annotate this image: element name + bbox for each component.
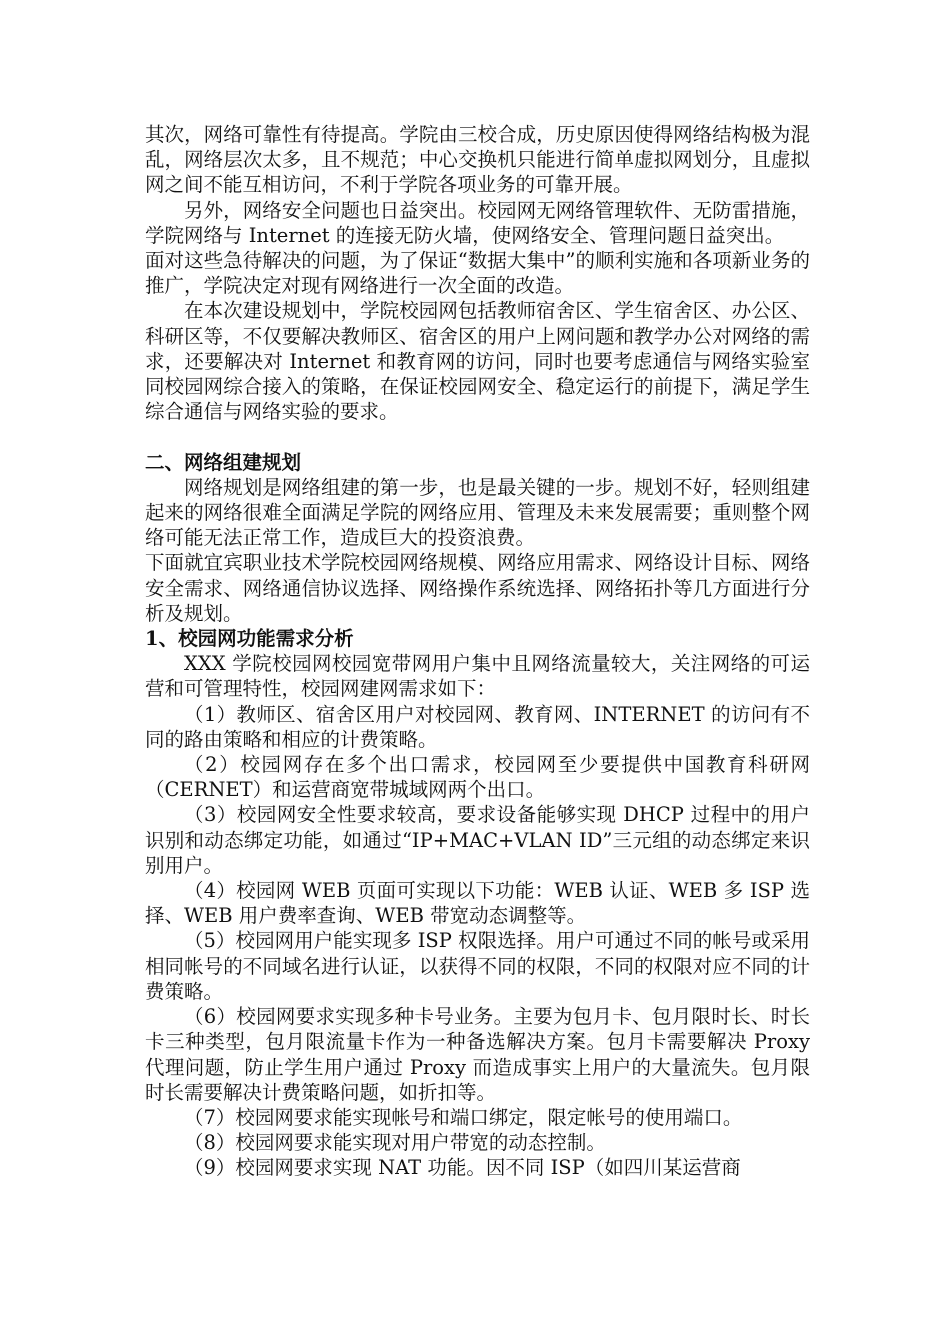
requirement-item-8: （8）校园网要求能实现对用户带宽的动态控制。 <box>184 1131 606 1155</box>
requirement-item-2: （2）校园网存在多个出口需求，校园网至少要提供中国教育科研网（CERNET）和运营商宽带城域网两个出口。 <box>145 753 810 802</box>
subsection-heading-requirements: 1、校园网功能需求分析 <box>145 627 354 651</box>
requirement-item-5: （5）校园网用户能实现多 ISP 权限选择。用户可通过不同的帐号或采用相同帐号的不同域名进行认证，以获得不同的权限，不同的权限对应不同的计费策略。 <box>145 929 810 1003</box>
requirement-item-1: （1）教师区、宿舍区用户对校园网、教育网、INTERNET 的访问有不同的路由策略和相应的计费策略。 <box>145 702 810 751</box>
paragraph-planning-intro: 网络规划是网络组建的第一步，也是最关键的一步。规划不好，轻则组建起来的网络很难全面满足学院的网络应用、管理及未来发展需要；重则整个网络可能无法正常工作，造成巨大的投资浪费。 <box>145 475 810 550</box>
section-heading-network-planning: 二、网络组建规划 <box>145 450 302 474</box>
requirement-item-7: （7）校园网要求能实现帐号和端口绑定，限定帐号的使用端口。 <box>184 1105 743 1129</box>
paragraph-reliability: 其次，网络可靠性有待提高。学院由三校合成，历史原因使得网络结构极为混乱，网络层次太多，且不规范；中心交换机只能进行简单虚拟网划分，且虚拟网之间不能互相访问，不利于学院各项业务的可靠开展。 <box>145 123 810 197</box>
paragraph-planning-scope: 下面就宜宾职业技术学院校园网络规模、网络应用需求、网络设计目标、网络安全需求、网络通信协议选择、网络操作系统选择、网络拓扑等几方面进行分析及规划。 <box>145 551 810 625</box>
requirement-item-4: （4）校园网 WEB 页面可实现以下功能：WEB 认证、WEB 多 ISP 选择、WEB 用户费率查询、WEB 带宽动态调整等。 <box>145 879 810 928</box>
document-body <box>145 122 810 1181</box>
requirement-item-6: （6）校园网要求实现多种卡号业务。主要为包月卡、包月限时长、时长卡三种类型，包月限流量卡作为一种备选解决方案。包月卡需要解决 Proxy 代理问题，防止学生用户通过 Proxy 而造成事实上用户的大量流失。包月限时长需要解决计费策略问题，如折扣等。 <box>145 1005 810 1104</box>
requirement-item-9: （9）校园网要求实现 NAT 功能。因不同 ISP（如四川某运营商 <box>184 1156 741 1180</box>
paragraph-requirements-intro: XXX 学院校园网校园宽带网用户集中且网络流量较大，关注网络的可运营和可管理特性，校园网建网需求如下： <box>145 652 810 701</box>
blank-line <box>145 424 810 449</box>
paragraph-renovation: 面对这些急待解决的问题，为了保证“数据大集中”的顺利实施和各项新业务的推广，学院决定对现有网络进行一次全面的改造。 <box>145 249 810 298</box>
paragraph-construction-plan: 在本次建设规划中，学院校园网包括教师宿舍区、学生宿舍区、办公区、科研区等，不仅要解决教师区、宿舍区的用户上网问题和教学办公对网络的需求，还要解决对 Internet 和教育网的访问，同时也要考虑通信与网络实验室同校园网综合接入的策略，在保证校园网安全、稳定运行的前提下，满足学生综合通信与网络实验的要求。 <box>145 299 810 424</box>
requirement-item-3: （3）校园网安全性要求较高，要求设备能够实现 DHCP 过程中的用户识别和动态绑定功能，如通过“IP+MAC+VLAN ID”三元组的动态绑定来识别用户。 <box>145 803 810 877</box>
paragraph-security: 另外，网络安全问题也日益突出。校园网无网络管理软件、无防雷措施，学院网络与 Internet 的连接无防火墙，使网络安全、管理问题日益突出。 <box>145 198 810 247</box>
